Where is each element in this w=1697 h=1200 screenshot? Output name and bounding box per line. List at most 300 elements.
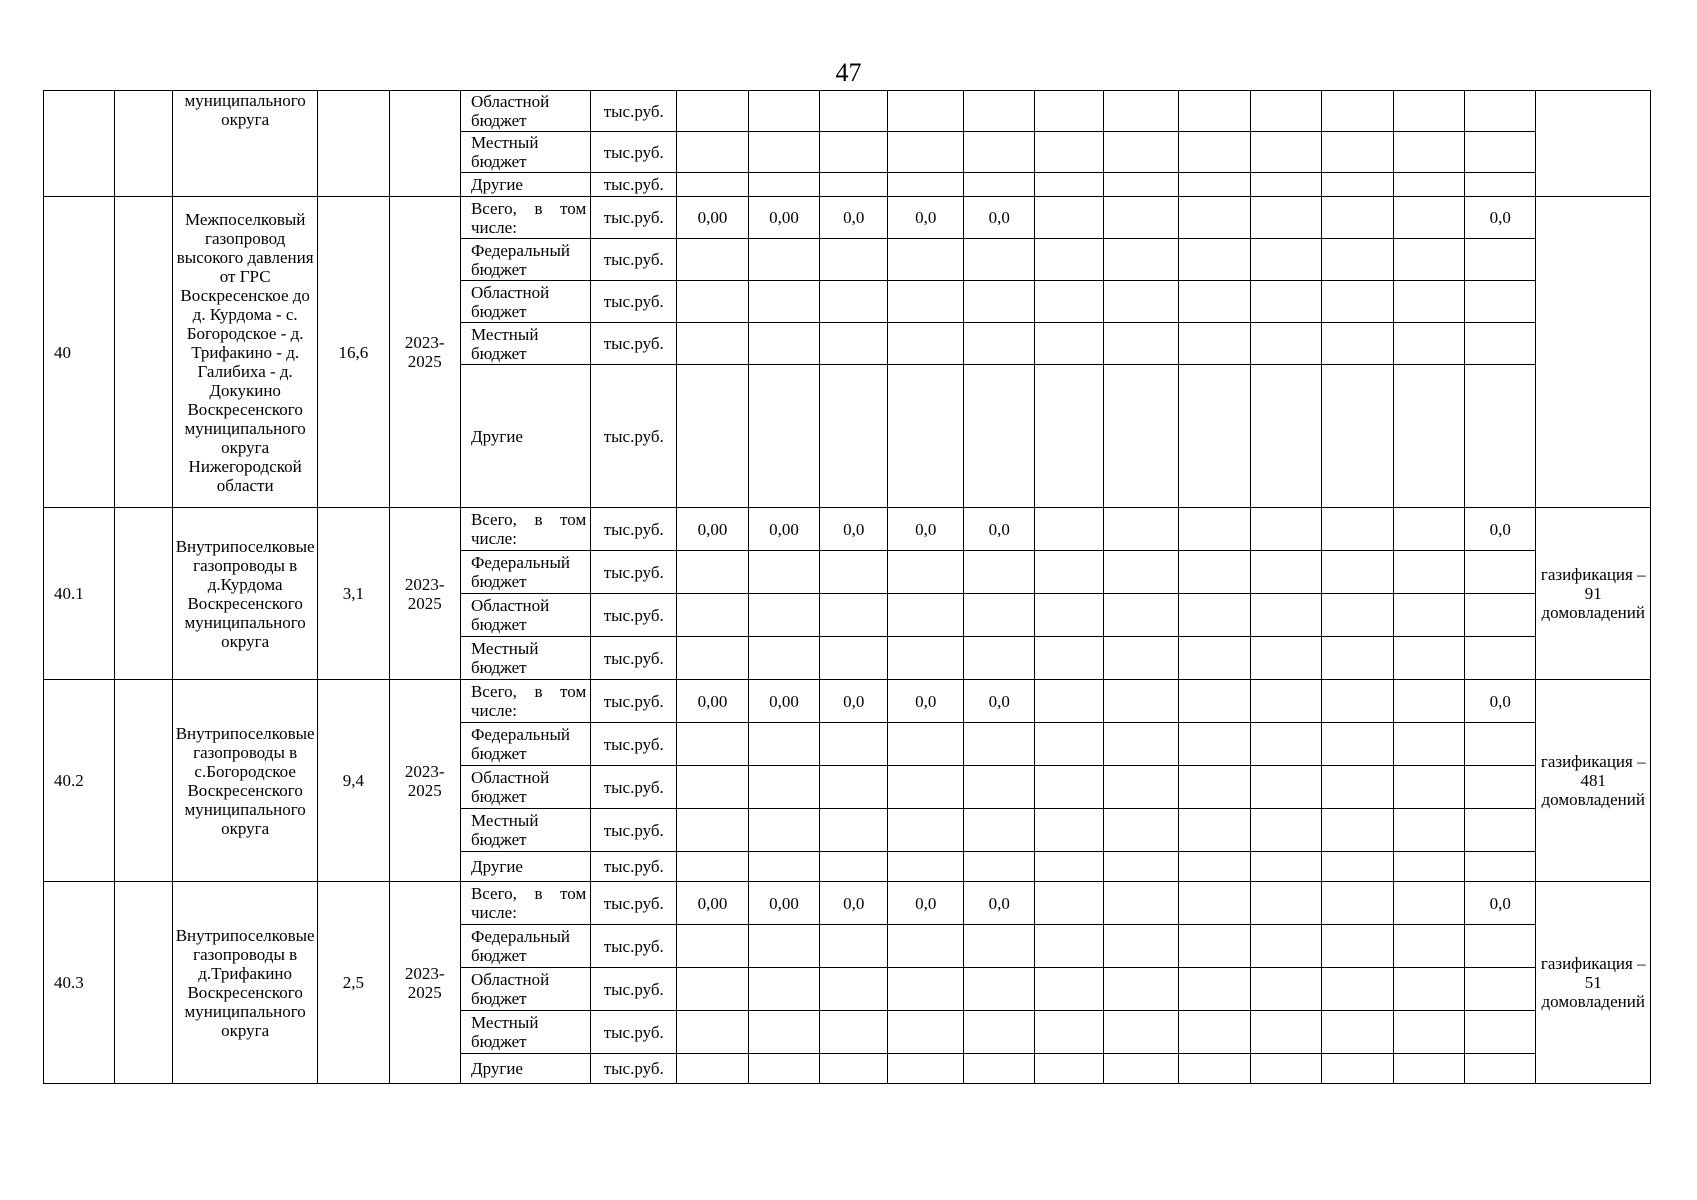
cell-empty [1103, 852, 1179, 882]
cell-empty [1322, 766, 1393, 809]
cell-empty [1035, 239, 1103, 281]
object-name: Внутрипоселковые газопроводы в с.Богородское Воскресенского муниципального округа [173, 680, 318, 882]
cell-empty [964, 766, 1035, 809]
cell-empty [677, 173, 748, 197]
cell-empty [1179, 281, 1250, 323]
cell-empty [1393, 508, 1464, 551]
cell-empty [1465, 239, 1536, 281]
source-federal: Федеральный бюджет [460, 925, 590, 968]
cell-empty [677, 968, 748, 1011]
cell-empty [1035, 197, 1103, 239]
cell-empty [1103, 968, 1179, 1011]
cell-empty [748, 239, 819, 281]
cell-empty [1393, 968, 1464, 1011]
cell-empty [1393, 680, 1464, 723]
value-cell: 0,0 [888, 680, 964, 723]
cell-empty [1465, 323, 1536, 365]
cell-empty [1465, 1054, 1536, 1084]
cell-empty [1393, 197, 1464, 239]
cell-empty [1250, 1054, 1321, 1084]
unit: тыс.руб. [591, 91, 677, 132]
cell-empty [1322, 197, 1393, 239]
cell-empty [748, 968, 819, 1011]
cell-empty [964, 1054, 1035, 1084]
cell-empty [964, 852, 1035, 882]
value-cell: 0,00 [677, 197, 748, 239]
cell-empty [820, 1011, 888, 1054]
cell-empty [1103, 197, 1179, 239]
cell-empty [1393, 132, 1464, 173]
period: 2023-2025 [389, 197, 460, 508]
cell-empty [1103, 1011, 1179, 1054]
unit: тыс.руб. [591, 132, 677, 173]
cell-empty [318, 91, 389, 197]
source-total: Всего, в том числе: [460, 882, 590, 925]
source-local: Местный бюджет [460, 323, 590, 365]
unit: тыс.руб. [591, 680, 677, 723]
value-cell: 0,0 [1465, 197, 1536, 239]
cell-empty [677, 239, 748, 281]
cell-empty [677, 1011, 748, 1054]
cell-empty [888, 323, 964, 365]
cell-empty [1250, 968, 1321, 1011]
cell-empty [820, 925, 888, 968]
cell-empty [1103, 637, 1179, 680]
cell-empty [677, 365, 748, 508]
cell-empty [677, 852, 748, 882]
cell-empty [888, 91, 964, 132]
table-row [44, 882, 1651, 925]
cell-empty [1103, 132, 1179, 173]
cell-empty [1465, 551, 1536, 594]
source-other: Другие [460, 1054, 590, 1084]
cell-empty [1179, 809, 1250, 852]
cell-empty [1035, 882, 1103, 925]
cell-empty [888, 925, 964, 968]
cell-empty [1035, 637, 1103, 680]
cell-empty [1250, 1011, 1321, 1054]
source-total: Всего, в том числе: [460, 508, 590, 551]
cell-empty [677, 132, 748, 173]
cell-empty [820, 91, 888, 132]
value-cell: 0,0 [888, 197, 964, 239]
cell-empty [888, 239, 964, 281]
unit: тыс.руб. [591, 852, 677, 882]
value-cell: 0,00 [748, 508, 819, 551]
cell-empty [1393, 766, 1464, 809]
cell-empty [1322, 1011, 1393, 1054]
cell-empty [964, 91, 1035, 132]
cell-empty [1035, 594, 1103, 637]
unit: тыс.руб. [591, 723, 677, 766]
continued-name: муниципального округа [173, 91, 318, 197]
unit: тыс.руб. [591, 323, 677, 365]
cell-empty [888, 173, 964, 197]
result-cell: газификация – 51 домовладений [1536, 882, 1651, 1084]
cell-empty [964, 637, 1035, 680]
source-federal: Федеральный бюджет [460, 723, 590, 766]
cell-empty [964, 809, 1035, 852]
cell-empty [1179, 508, 1250, 551]
cell-empty [1393, 1054, 1464, 1084]
cell-empty [1322, 91, 1393, 132]
cell-empty [1035, 508, 1103, 551]
value-cell: 0,00 [677, 508, 748, 551]
source-total: Всего, в том числе: [460, 197, 590, 239]
table-row [44, 197, 1651, 239]
cell-empty [1179, 1011, 1250, 1054]
cell-empty [820, 173, 888, 197]
cell-empty [677, 551, 748, 594]
cell-empty [820, 1054, 888, 1084]
length: 16,6 [318, 197, 389, 508]
cell-empty [748, 766, 819, 809]
cell-empty [1035, 809, 1103, 852]
cell-empty [1465, 968, 1536, 1011]
source-local: Местный бюджет [460, 809, 590, 852]
cell-empty [888, 132, 964, 173]
cell-empty [964, 723, 1035, 766]
cell-empty [964, 239, 1035, 281]
cell-empty [1322, 723, 1393, 766]
source-regional: Областной бюджет [460, 968, 590, 1011]
cell-empty [1179, 637, 1250, 680]
cell-empty [1035, 323, 1103, 365]
cell-empty [1322, 637, 1393, 680]
length: 9,4 [318, 680, 389, 882]
unit: тыс.руб. [591, 281, 677, 323]
cell-empty [1393, 852, 1464, 882]
cell-empty [1103, 809, 1179, 852]
cell-empty [1035, 91, 1103, 132]
cell-empty [677, 323, 748, 365]
source-regional: Областной бюджет [460, 281, 590, 323]
cell-empty [1393, 239, 1464, 281]
cell-empty [1179, 882, 1250, 925]
cell-empty [888, 551, 964, 594]
cell-empty [1322, 852, 1393, 882]
source-regional: Областной бюджет [460, 766, 590, 809]
cell-empty [888, 766, 964, 809]
value-cell: 0,0 [964, 508, 1035, 551]
source-federal: Федеральный бюджет [460, 239, 590, 281]
unit: тыс.руб. [591, 594, 677, 637]
cell-empty [748, 173, 819, 197]
value-cell: 0,00 [748, 680, 819, 723]
cell-empty [1465, 594, 1536, 637]
result-cell [1536, 197, 1651, 508]
page-number: 47 [835, 58, 862, 87]
cell-empty [1103, 239, 1179, 281]
cell-empty [1179, 323, 1250, 365]
cell-empty [748, 551, 819, 594]
cell-empty [1465, 1011, 1536, 1054]
cell-empty [1322, 882, 1393, 925]
cell-empty [1250, 809, 1321, 852]
cell-empty [677, 809, 748, 852]
cell-empty [1035, 968, 1103, 1011]
cell-empty [1250, 508, 1321, 551]
cell-empty [1393, 1011, 1464, 1054]
cell-empty [1103, 882, 1179, 925]
cell-empty [677, 1054, 748, 1084]
cell-empty [1179, 173, 1250, 197]
object-name: Внутрипоселковые газопроводы в д.Курдома Воскресенского муниципального округа [173, 508, 318, 680]
cell-empty [1465, 637, 1536, 680]
cell-empty [1179, 132, 1250, 173]
value-cell: 0,0 [964, 882, 1035, 925]
value-cell: 0,0 [1465, 882, 1536, 925]
cell-empty [1250, 281, 1321, 323]
cell-empty [1250, 365, 1321, 508]
cell-empty [748, 91, 819, 132]
cell-empty [1035, 132, 1103, 173]
cell-empty [748, 365, 819, 508]
cell-empty [820, 594, 888, 637]
cell-empty [1250, 637, 1321, 680]
cell-empty [1250, 132, 1321, 173]
value-cell: 0,0 [1465, 680, 1536, 723]
cell-empty [748, 594, 819, 637]
unit: тыс.руб. [591, 551, 677, 594]
row-number: 40.2 [44, 680, 115, 882]
cell-empty [820, 239, 888, 281]
cell-empty [115, 197, 173, 508]
cell-empty [888, 1054, 964, 1084]
cell-empty [964, 281, 1035, 323]
cell-empty [1465, 809, 1536, 852]
source-total: Всего, в том числе: [460, 680, 590, 723]
unit: тыс.руб. [591, 925, 677, 968]
program-table [43, 90, 1651, 1084]
cell-empty [677, 925, 748, 968]
cell-empty [1250, 323, 1321, 365]
cell-empty [1250, 173, 1321, 197]
cell-empty [964, 365, 1035, 508]
cell-empty [748, 1054, 819, 1084]
cell-empty [820, 323, 888, 365]
cell-empty [1322, 173, 1393, 197]
cell-empty [1393, 637, 1464, 680]
cell-empty [1179, 551, 1250, 594]
cell-empty [1035, 680, 1103, 723]
cell-empty [748, 1011, 819, 1054]
cell-empty [1322, 594, 1393, 637]
cell-empty [1035, 551, 1103, 594]
cell-empty [1393, 365, 1464, 508]
cell-empty [888, 594, 964, 637]
cell-empty [888, 1011, 964, 1054]
result-cell: газификация – 91 домовладений [1536, 508, 1651, 680]
cell-empty [820, 281, 888, 323]
object-name: Межпоселковый газопровод высокого давления от ГРС Воскресенское до д. Курдома - с. Богородское - д. Трифакино - д. Галибиха - д. Докукино Воскресенского муниципального округа Нижегородской области [173, 197, 318, 508]
unit: тыс.руб. [591, 882, 677, 925]
cell-empty [1322, 925, 1393, 968]
cell-empty [1322, 551, 1393, 594]
cell-empty [888, 723, 964, 766]
cell-empty [1250, 882, 1321, 925]
cell-empty [1179, 925, 1250, 968]
table-row [44, 680, 1651, 723]
unit: тыс.руб. [591, 968, 677, 1011]
cell-empty [1393, 91, 1464, 132]
cell-empty [748, 323, 819, 365]
cell-empty [1393, 281, 1464, 323]
cell-empty [1393, 882, 1464, 925]
cell-empty [1179, 680, 1250, 723]
cell-empty [1035, 852, 1103, 882]
cell-empty [888, 365, 964, 508]
value-cell: 0,0 [820, 680, 888, 723]
cell-empty [748, 132, 819, 173]
cell-empty [115, 91, 173, 197]
cell-empty [964, 132, 1035, 173]
cell-empty [677, 281, 748, 323]
cell-empty [1322, 809, 1393, 852]
cell-empty [1103, 1054, 1179, 1084]
value-cell: 0,0 [820, 508, 888, 551]
unit: тыс.руб. [591, 1054, 677, 1084]
cell-empty [1103, 281, 1179, 323]
cell-empty [964, 594, 1035, 637]
cell-empty [677, 723, 748, 766]
unit: тыс.руб. [591, 173, 677, 197]
cell-empty [1035, 365, 1103, 508]
source-other: Другие [460, 365, 590, 508]
cell-empty [1250, 852, 1321, 882]
cell-empty [1179, 239, 1250, 281]
cell-empty [1179, 723, 1250, 766]
cell-empty [1103, 91, 1179, 132]
cell-empty [1179, 968, 1250, 1011]
cell-empty [888, 968, 964, 1011]
cell-empty [1250, 91, 1321, 132]
result-cell [1536, 91, 1651, 197]
cell-empty [1393, 551, 1464, 594]
cell-empty [1465, 281, 1536, 323]
cell-empty [677, 766, 748, 809]
cell-empty [1179, 766, 1250, 809]
cell-empty [748, 852, 819, 882]
cell-empty [1393, 323, 1464, 365]
cell-empty [1103, 173, 1179, 197]
cell-empty [115, 680, 173, 882]
cell-empty [1322, 132, 1393, 173]
source-regional: Областной бюджет [460, 91, 590, 132]
source-local: Местный бюджет [460, 132, 590, 173]
cell-empty [1035, 723, 1103, 766]
cell-empty [1035, 281, 1103, 323]
cell-empty [44, 91, 115, 197]
length: 3,1 [318, 508, 389, 680]
value-cell: 0,0 [888, 508, 964, 551]
unit: тыс.руб. [591, 637, 677, 680]
source-other: Другие [460, 173, 590, 197]
cell-empty [677, 594, 748, 637]
cell-empty [1179, 197, 1250, 239]
result-cell: газификация – 481 домовладений [1536, 680, 1651, 882]
cell-empty [964, 1011, 1035, 1054]
cell-empty [820, 852, 888, 882]
period: 2023-2025 [389, 882, 460, 1084]
value-cell: 0,0 [820, 882, 888, 925]
cell-empty [1035, 766, 1103, 809]
cell-empty [1322, 680, 1393, 723]
value-cell: 0,00 [677, 882, 748, 925]
period: 2023-2025 [389, 508, 460, 680]
cell-empty [1465, 91, 1536, 132]
cell-empty [964, 968, 1035, 1011]
cell-empty [1322, 281, 1393, 323]
cell-empty [1103, 551, 1179, 594]
cell-empty [1103, 594, 1179, 637]
unit: тыс.руб. [591, 197, 677, 239]
cell-empty [1322, 508, 1393, 551]
value-cell: 0,0 [1465, 508, 1536, 551]
cell-empty [1393, 594, 1464, 637]
value-cell: 0,00 [748, 197, 819, 239]
cell-empty [888, 852, 964, 882]
value-cell: 0,0 [888, 882, 964, 925]
cell-empty [1103, 508, 1179, 551]
cell-empty [820, 723, 888, 766]
value-cell: 0,0 [964, 680, 1035, 723]
cell-empty [1393, 925, 1464, 968]
cell-empty [748, 723, 819, 766]
cell-empty [1035, 173, 1103, 197]
cell-empty [820, 968, 888, 1011]
unit: тыс.руб. [591, 365, 677, 508]
cell-empty [820, 766, 888, 809]
cell-empty [1393, 809, 1464, 852]
cell-empty [964, 925, 1035, 968]
cell-empty [888, 809, 964, 852]
cell-empty [1322, 365, 1393, 508]
cell-empty [820, 809, 888, 852]
cell-empty [888, 281, 964, 323]
value-cell: 0,0 [964, 197, 1035, 239]
cell-empty [1179, 852, 1250, 882]
cell-empty [1103, 323, 1179, 365]
cell-empty [1250, 723, 1321, 766]
cell-empty [1179, 91, 1250, 132]
cell-empty [1179, 365, 1250, 508]
cell-empty [677, 637, 748, 680]
cell-empty [1322, 968, 1393, 1011]
source-federal: Федеральный бюджет [460, 551, 590, 594]
unit: тыс.руб. [591, 809, 677, 852]
row-number: 40 [44, 197, 115, 508]
cell-empty [1250, 594, 1321, 637]
cell-empty [964, 551, 1035, 594]
cell-empty [1465, 723, 1536, 766]
cell-empty [1103, 680, 1179, 723]
cell-empty [748, 925, 819, 968]
cell-empty [1250, 551, 1321, 594]
cell-empty [1465, 365, 1536, 508]
cell-empty [1393, 723, 1464, 766]
source-local: Местный бюджет [460, 637, 590, 680]
cell-empty [1179, 1054, 1250, 1084]
cell-empty [748, 281, 819, 323]
cell-empty [1250, 197, 1321, 239]
cell-empty [820, 365, 888, 508]
row-number: 40.3 [44, 882, 115, 1084]
cell-empty [1322, 1054, 1393, 1084]
object-name: Внутрипоселковые газопроводы в д.Трифакино Воскресенского муниципального округа [173, 882, 318, 1084]
cell-empty [1035, 1054, 1103, 1084]
cell-empty [1103, 925, 1179, 968]
